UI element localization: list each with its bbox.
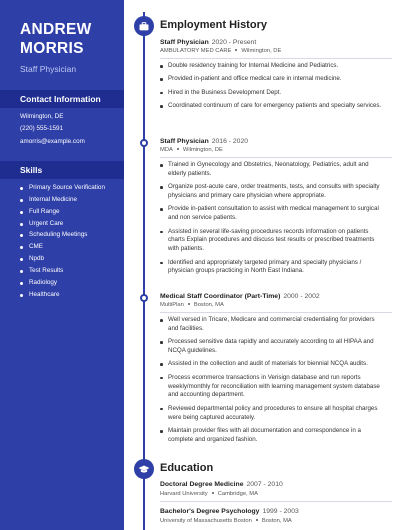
education-meta — [160, 518, 292, 524]
education-heading: Education — [160, 462, 214, 474]
list-item: Processed sensitive data rapidly and accurately according to all HIPAA and NCQA guidelines. — [160, 338, 385, 356]
job-meta — [160, 147, 223, 153]
graduation-cap-icon — [134, 459, 154, 479]
list-item: Assisted in the collection and audit of materials for biennial NCQA audits. — [160, 360, 385, 369]
timeline-dot — [140, 139, 148, 147]
contact-phone[interactable]: (220) 555-1591 — [20, 125, 64, 132]
list-item: Well versed in Tricare, Medicare and commercial credentialing for providers and facilities. — [160, 316, 385, 334]
list-item: Hired in the Business Development Dept. — [160, 89, 385, 98]
job-role: Staff Physician — [160, 39, 209, 46]
contact-location: Wilmington, DE — [20, 113, 64, 120]
list-item: Coordinated continuum of care for emergency patients and specialty services. — [160, 102, 385, 111]
contact-email[interactable]: amorris@example.com — [20, 138, 85, 145]
list-item: Maintain provider files with all documentation and correspondence in a complete and organized fashion. — [160, 427, 385, 445]
job-bullets — [160, 161, 385, 281]
skill-item: Scheduling Meetings — [20, 229, 105, 241]
skill-item: Radiology — [20, 277, 105, 289]
skill-item: Test Results — [20, 265, 105, 277]
job-title-line — [160, 138, 248, 145]
education-degree: Doctoral Degree Medicine — [160, 481, 244, 488]
timeline-dot — [140, 294, 148, 302]
list-item: Trained in Gynecology and Obstetrics, Neonatology, Pediatrics, adult and elderly patients. — [160, 161, 385, 179]
skills-list — [20, 182, 105, 300]
job-employer: MultiPlan — [160, 302, 184, 308]
divider — [160, 157, 392, 158]
skill-item: Urgent Care — [20, 218, 105, 230]
education-location: Boston, MA — [261, 518, 292, 524]
divider — [160, 501, 392, 502]
list-item: Assisted in several life-saving procedures records information on patients charts Explain procedures and discuss test results or prescribed treatments with patients. — [160, 228, 385, 254]
job-employer: MDA — [160, 147, 173, 153]
job-bullets — [160, 316, 385, 449]
sidebar — [0, 0, 124, 530]
education-meta — [160, 491, 258, 497]
timeline-line — [143, 12, 145, 530]
job-title-line — [160, 39, 256, 46]
contact-heading: Contact Information — [20, 94, 101, 104]
job-meta — [160, 48, 281, 54]
education-location: Cambridge, MA — [217, 491, 258, 497]
skill-item: Primary Source Verification — [20, 182, 105, 194]
job-role: Staff Physician — [160, 138, 209, 145]
skill-item: Healthcare — [20, 289, 105, 301]
list-item: Identified and appropriately targeted primary and specialty physicians / physician groups practicing in North East Indiana. — [160, 259, 385, 277]
job-dates: 2000 - 2002 — [283, 293, 320, 300]
skill-item: Full Range — [20, 206, 105, 218]
employment-heading: Employment History — [160, 19, 267, 31]
education-title-line — [160, 508, 299, 515]
list-item: Provided in-patient and office medical care in internal medicine. — [160, 75, 385, 84]
list-item: Reviewed departmental policy and procedures to ensure all hospital charges were being captured accurately. — [160, 405, 385, 423]
list-item: Process ecommerce transactions in Verisign database and run reports weekly/monthly for reconciliation with learning management system database and accounting department. — [160, 374, 385, 400]
skill-item: CME — [20, 241, 105, 253]
last-name: MORRIS — [20, 40, 84, 57]
skill-item: Npdb — [20, 253, 105, 265]
job-location: Wilmington, DE — [241, 48, 282, 54]
education-dates: 1999 - 2003 — [262, 508, 299, 515]
job-dates: 2016 - 2020 — [211, 138, 249, 145]
divider — [160, 58, 392, 59]
skills-heading: Skills — [20, 165, 43, 175]
education-degree: Bachelor's Degree Psychology — [160, 508, 260, 515]
education-school: University of Massachusetts Boston — [160, 518, 252, 524]
job-dates: 2020 - Present — [211, 39, 257, 46]
person-name — [20, 20, 92, 58]
job-location: Wilmington, DE — [182, 147, 223, 153]
education-school: Harvard University — [160, 491, 208, 497]
first-name: ANDREW — [20, 21, 92, 38]
job-location: Boston, MA — [193, 302, 224, 308]
list-item: Provide in-patient consultation to assist with medical management to surgical and non service patients. — [160, 205, 385, 223]
list-item: Double residency training for Internal Medicine and Pediatrics. — [160, 62, 385, 71]
list-item: Organize post-acute care, order treatments, tests, and consults with specialty physicians and primary care physician where appropriate. — [160, 183, 385, 201]
skill-item: Internal Medicine — [20, 194, 105, 206]
skills-heading-band — [0, 161, 124, 179]
job-employer: AMBULATORY MED CARE — [160, 48, 232, 54]
job-meta — [160, 302, 224, 308]
job-bullets — [160, 62, 385, 116]
briefcase-icon — [134, 16, 154, 36]
education-dates: 2007 - 2010 — [246, 481, 283, 488]
divider — [160, 312, 392, 313]
education-title-line — [160, 481, 283, 488]
person-title: Staff Physician — [20, 64, 77, 74]
job-role: Medical Staff Coordinator (Part-Time) — [160, 293, 281, 300]
job-title-line — [160, 293, 320, 300]
